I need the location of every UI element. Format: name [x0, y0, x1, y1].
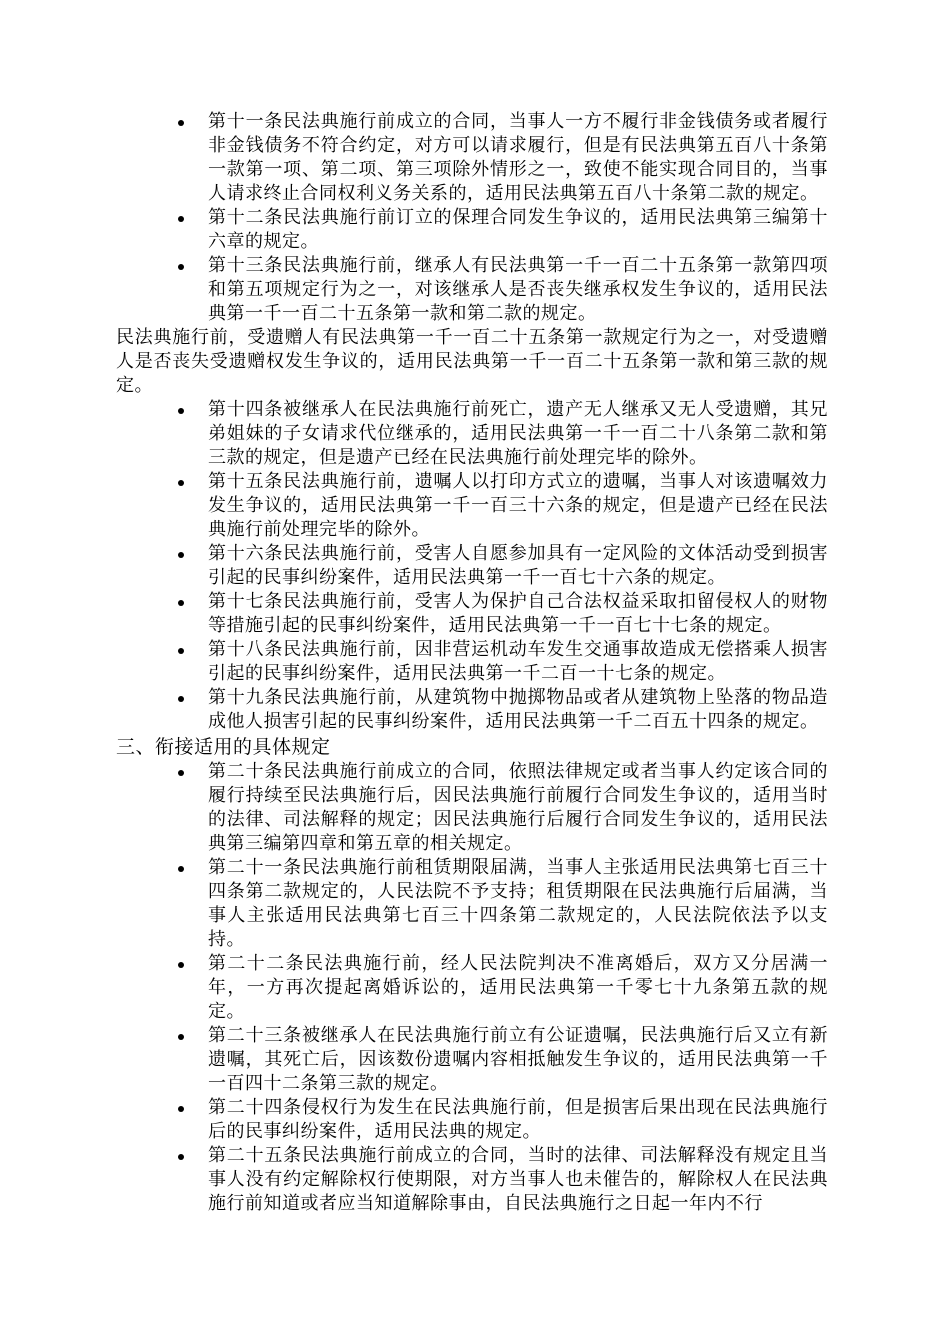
article-text: 第二十一条民法典施行前租赁期限届满，当事人主张适用民法典第七百三十四条第二款规定的，人民法院不予支持；租赁期限在民法典施行后届满，当事人主张适用民法典第七百三十四条第二款规定的，人民法院依法予以支持。 [208, 857, 828, 950]
body-paragraph: 民法典施行前，受遗赠人有民法典第一千一百二十五条第一款规定行为之一，对受遗赠人是否丧失受遗赠权发生争议的，适用民法典第一千一百二十五条第一款和第三款的规定。 [116, 327, 828, 396]
bullet-icon [178, 648, 184, 654]
article-item-11 [116, 110, 828, 206]
article-item-17 [116, 590, 828, 638]
article-list-2 [116, 398, 828, 734]
bullet-icon [178, 408, 184, 414]
article-text: 第十三条民法典施行前，继承人有民法典第一千一百二十五条第一款第四项和第五项规定行为之一，对该继承人是否丧失继承权发生争议的，适用民法典第一千一百二十五条第一款和第二款的规定。 [208, 255, 828, 324]
article-text: 第十七条民法典施行前，受害人为保护自己合法权益采取扣留侵权人的财物等措施引起的民事纠纷案件，适用民法典第一千一百七十七条的规定。 [208, 591, 828, 636]
article-item-16 [116, 542, 828, 590]
article-item-24 [116, 1096, 828, 1144]
article-item-19 [116, 686, 828, 734]
bullet-icon [178, 696, 184, 702]
bullet-icon [178, 1154, 184, 1160]
article-item-25 [116, 1144, 828, 1216]
article-list-1 [116, 110, 828, 326]
bullet-icon [178, 770, 184, 776]
bullet-icon [178, 1034, 184, 1040]
bullet-icon [178, 962, 184, 968]
bullet-icon [178, 866, 184, 872]
article-item-14 [116, 398, 828, 470]
article-item-18 [116, 638, 828, 686]
article-text: 第十九条民法典施行前，从建筑物中抛掷物品或者从建筑物上坠落的物品造成他人损害引起的民事纠纷案件，适用民法典第一千二百五十四条的规定。 [208, 687, 828, 732]
article-text: 第十四条被继承人在民法典施行前死亡，遗产无人继承又无人受遗赠，其兄弟姐妹的子女请求代位继承的，适用民法典第一千一百二十八条第二款和第三款的规定，但是遗产已经在民法典施行前处理完毕的除外。 [208, 399, 828, 468]
article-text: 第十六条民法典施行前，受害人自愿参加具有一定风险的文体活动受到损害引起的民事纠纷案件，适用民法典第一千一百七十六条的规定。 [208, 543, 828, 588]
bullet-icon [178, 216, 184, 222]
article-item-22 [116, 952, 828, 1024]
article-item-23 [116, 1024, 828, 1096]
article-list-3 [116, 760, 828, 1216]
document-body [116, 110, 828, 1216]
article-text: 第十五条民法典施行前，遗嘱人以打印方式立的遗嘱，当事人对该遗嘱效力发生争议的，适用民法典第一千一百三十六条的规定，但是遗产已经在民法典施行前处理完毕的除外。 [208, 471, 828, 540]
article-text: 第二十四条侵权行为发生在民法典施行前，但是损害后果出现在民法典施行后的民事纠纷案件，适用民法典的规定。 [208, 1097, 828, 1142]
article-text: 第十二条民法典施行前订立的保理合同发生争议的，适用民法典第三编第十六章的规定。 [208, 207, 828, 252]
bullet-icon [178, 480, 184, 486]
article-item-13 [116, 254, 828, 326]
bullet-icon [178, 264, 184, 270]
article-text: 第二十三条被继承人在民法典施行前立有公证遗嘱，民法典施行后又立有新遗嘱，其死亡后，因该数份遗嘱内容相抵触发生争议的，适用民法典第一千一百四十二条第三款的规定。 [208, 1025, 828, 1094]
article-item-21 [116, 856, 828, 952]
article-item-15 [116, 470, 828, 542]
article-item-12 [116, 206, 828, 254]
article-text: 第二十二条民法典施行前，经人民法院判决不准离婚后，双方又分居满一年，一方再次提起离婚诉讼的，适用民法典第一千零七十九条第五款的规定。 [208, 953, 828, 1022]
section-heading: 三、衔接适用的具体规定 [116, 736, 331, 758]
article-text: 第二十五条民法典施行前成立的合同，当时的法律、司法解释没有规定且当事人没有约定解除权行使期限，对方当事人也未催告的，解除权人在民法典施行前知道或者应当知道解除事由，自民法典施行之日起一年内不行 [208, 1145, 828, 1214]
bullet-icon [178, 552, 184, 558]
article-text: 第十八条民法典施行前，因非营运机动车发生交通事故造成无偿搭乘人损害引起的民事纠纷案件，适用民法典第一千二百一十七条的规定。 [208, 639, 828, 684]
bullet-icon [178, 600, 184, 606]
bullet-icon [178, 1106, 184, 1112]
article-item-20 [116, 760, 828, 856]
article-text: 第十一条民法典施行前成立的合同，当事人一方不履行非金钱债务或者履行非金钱债务不符合约定，对方可以请求履行，但是有民法典第五百八十条第一款第一项、第二项、第三项除外情形之一，致使不能实现合同目的，当事人请求终止合同权利义务关系的，适用民法典第五百八十条第二款的规定。 [208, 111, 828, 204]
bullet-icon [178, 120, 184, 126]
article-text: 第二十条民法典施行前成立的合同，依照法律规定或者当事人约定该合同的履行持续至民法典施行后，因民法典施行前履行合同发生争议的，适用当时的法律、司法解释的规定；因民法典施行后履行合同发生争议的，适用民法典第三编第四章和第五章的相关规定。 [208, 761, 828, 854]
